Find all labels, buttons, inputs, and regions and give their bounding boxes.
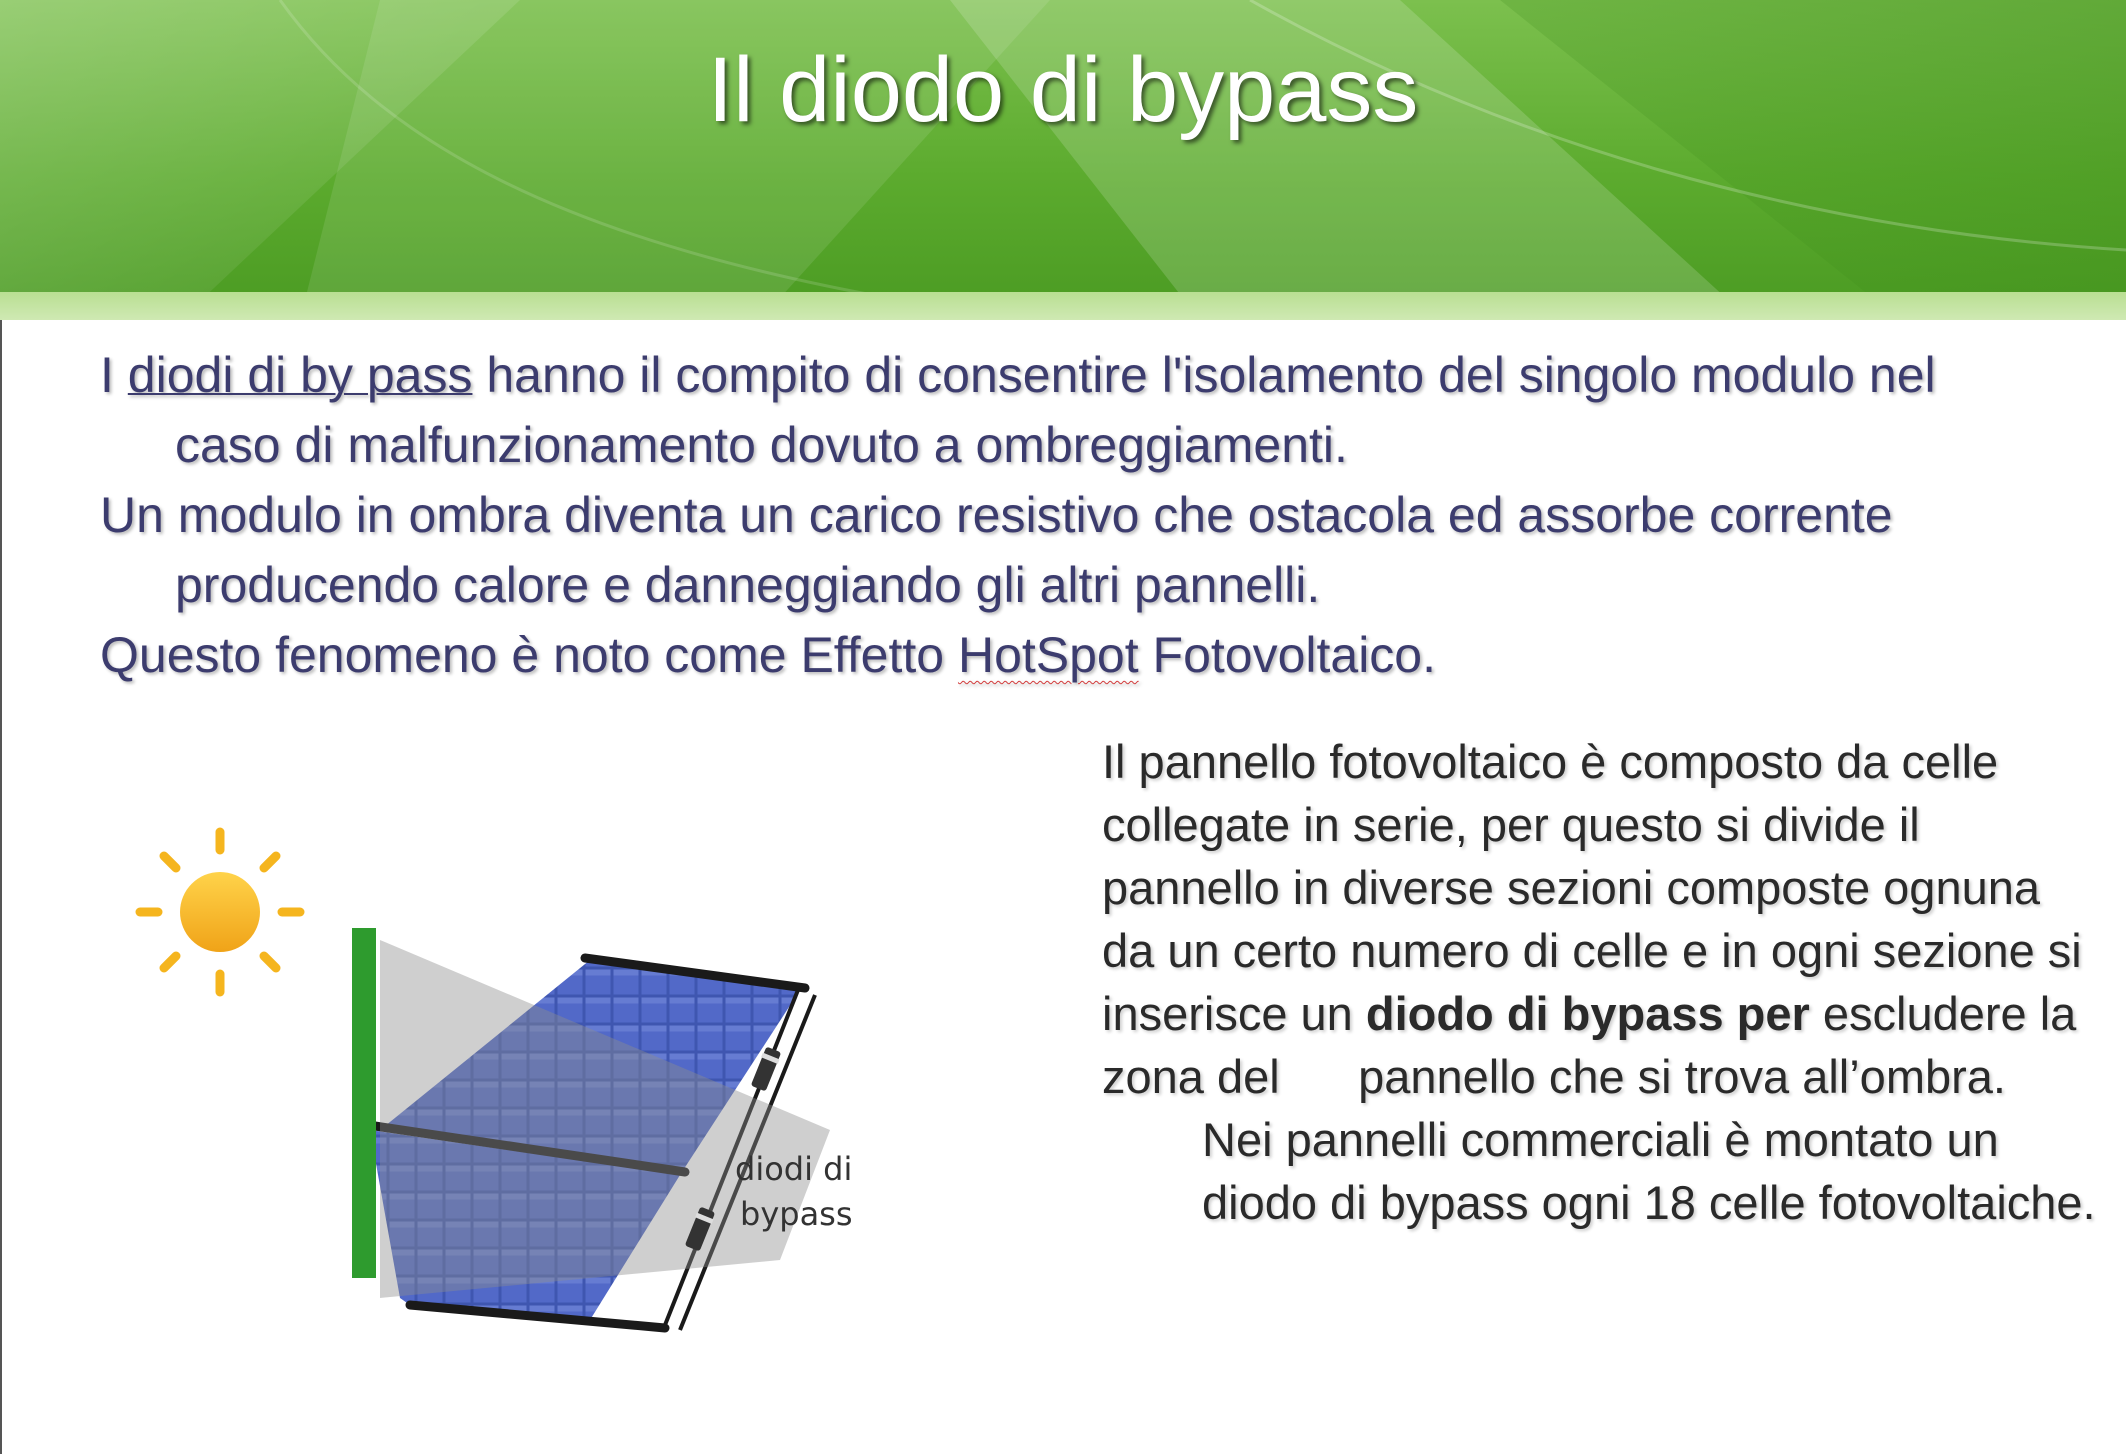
intro-item xyxy=(100,340,2020,480)
slide-title: Il diodo di bypass xyxy=(707,39,1419,141)
explanation-text-part: pannello che si trova all’ombra. xyxy=(1358,1050,2006,1103)
explanation-text xyxy=(1102,730,2102,1234)
intro-list xyxy=(100,340,2020,690)
commercial-panels-note: Nei pannelli commerciali è montato un diodo di bypass ogni 18 celle fotovoltaiche. xyxy=(1202,1113,2096,1229)
sun-icon xyxy=(140,832,300,992)
explanation-bold: diodo di bypass per xyxy=(1365,987,1810,1040)
intro-text: Fotovoltaico. xyxy=(1138,627,1437,683)
explanation-text-part: Il pannello fotovoltaico è composto da celle collegate in serie, per questo si divide il pannello in diverse sezioni composte ognuna da un certo numero di celle e in ogni sezione si inserisce un xyxy=(1102,735,2082,1040)
intro-text: Un modulo in ombra diventa un carico resistivo che ostacola ed assorbe corrente producendo calore e danneggiando gli altri pannelli. xyxy=(100,487,1893,613)
illustration-label: bypass xyxy=(740,1195,853,1233)
illustration-label: diodi di xyxy=(735,1150,853,1188)
header-banner xyxy=(0,0,2126,320)
header-band xyxy=(0,292,2126,320)
intro-prefix: I xyxy=(100,347,128,403)
bypass-diode-illustration xyxy=(80,800,920,1390)
intro-text: hanno il compito di consentire l'isolamento del singolo modulo nel caso di malfunzionamento dovuto a ombreggiamenti. xyxy=(175,347,1936,473)
intro-text: Questo fenomeno è noto come Effetto xyxy=(100,627,958,683)
intro-item xyxy=(100,480,2020,620)
spellcheck-flagged-word: HotSpot xyxy=(957,627,1139,683)
shadow-wall xyxy=(352,928,376,1278)
bypass-diodes-link[interactable]: diodi di by pass xyxy=(127,347,473,403)
intro-item xyxy=(100,620,2020,690)
explanation-text-part: escludere la zona del xyxy=(1102,987,2077,1103)
explanation-paragraph xyxy=(1102,730,2102,1108)
